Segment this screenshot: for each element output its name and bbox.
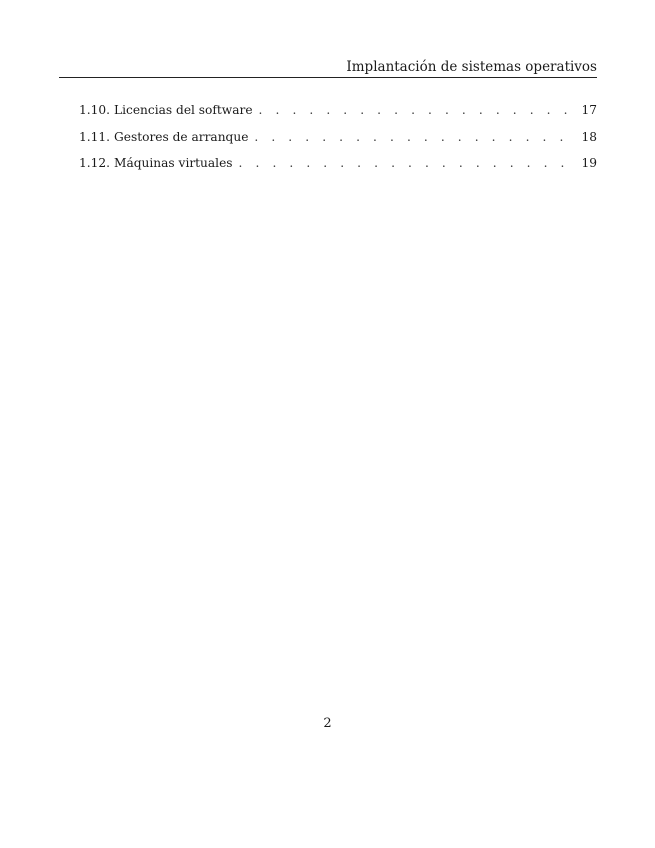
toc-entry-1-11[interactable] [79, 129, 597, 156]
toc-entry-title: Máquinas virtuales [114, 156, 233, 170]
toc-dot-leader [254, 129, 571, 145]
toc-entry-page: 19 [581, 156, 597, 170]
toc-dot-leader [259, 102, 571, 118]
toc-entry-page: 17 [581, 103, 597, 117]
toc-entry-number: 1.12. [79, 156, 111, 170]
toc-entry-title: Licencias del software [114, 103, 253, 117]
page-number: 2 [323, 716, 332, 731]
toc-entry-title: Gestores de arranque [114, 129, 249, 144]
toc-entry-page: 18 [581, 129, 597, 144]
toc-dot-leader [239, 155, 571, 171]
toc-entry-1-10[interactable] [79, 102, 597, 129]
toc-entry-1-12[interactable] [79, 155, 597, 182]
header-rule [59, 77, 597, 78]
toc-entry-number: 1.10. [79, 103, 111, 117]
running-header: Implantación de sistemas operativos [346, 59, 597, 75]
table-of-contents [79, 102, 597, 182]
toc-entry-number: 1.11. [79, 129, 111, 144]
